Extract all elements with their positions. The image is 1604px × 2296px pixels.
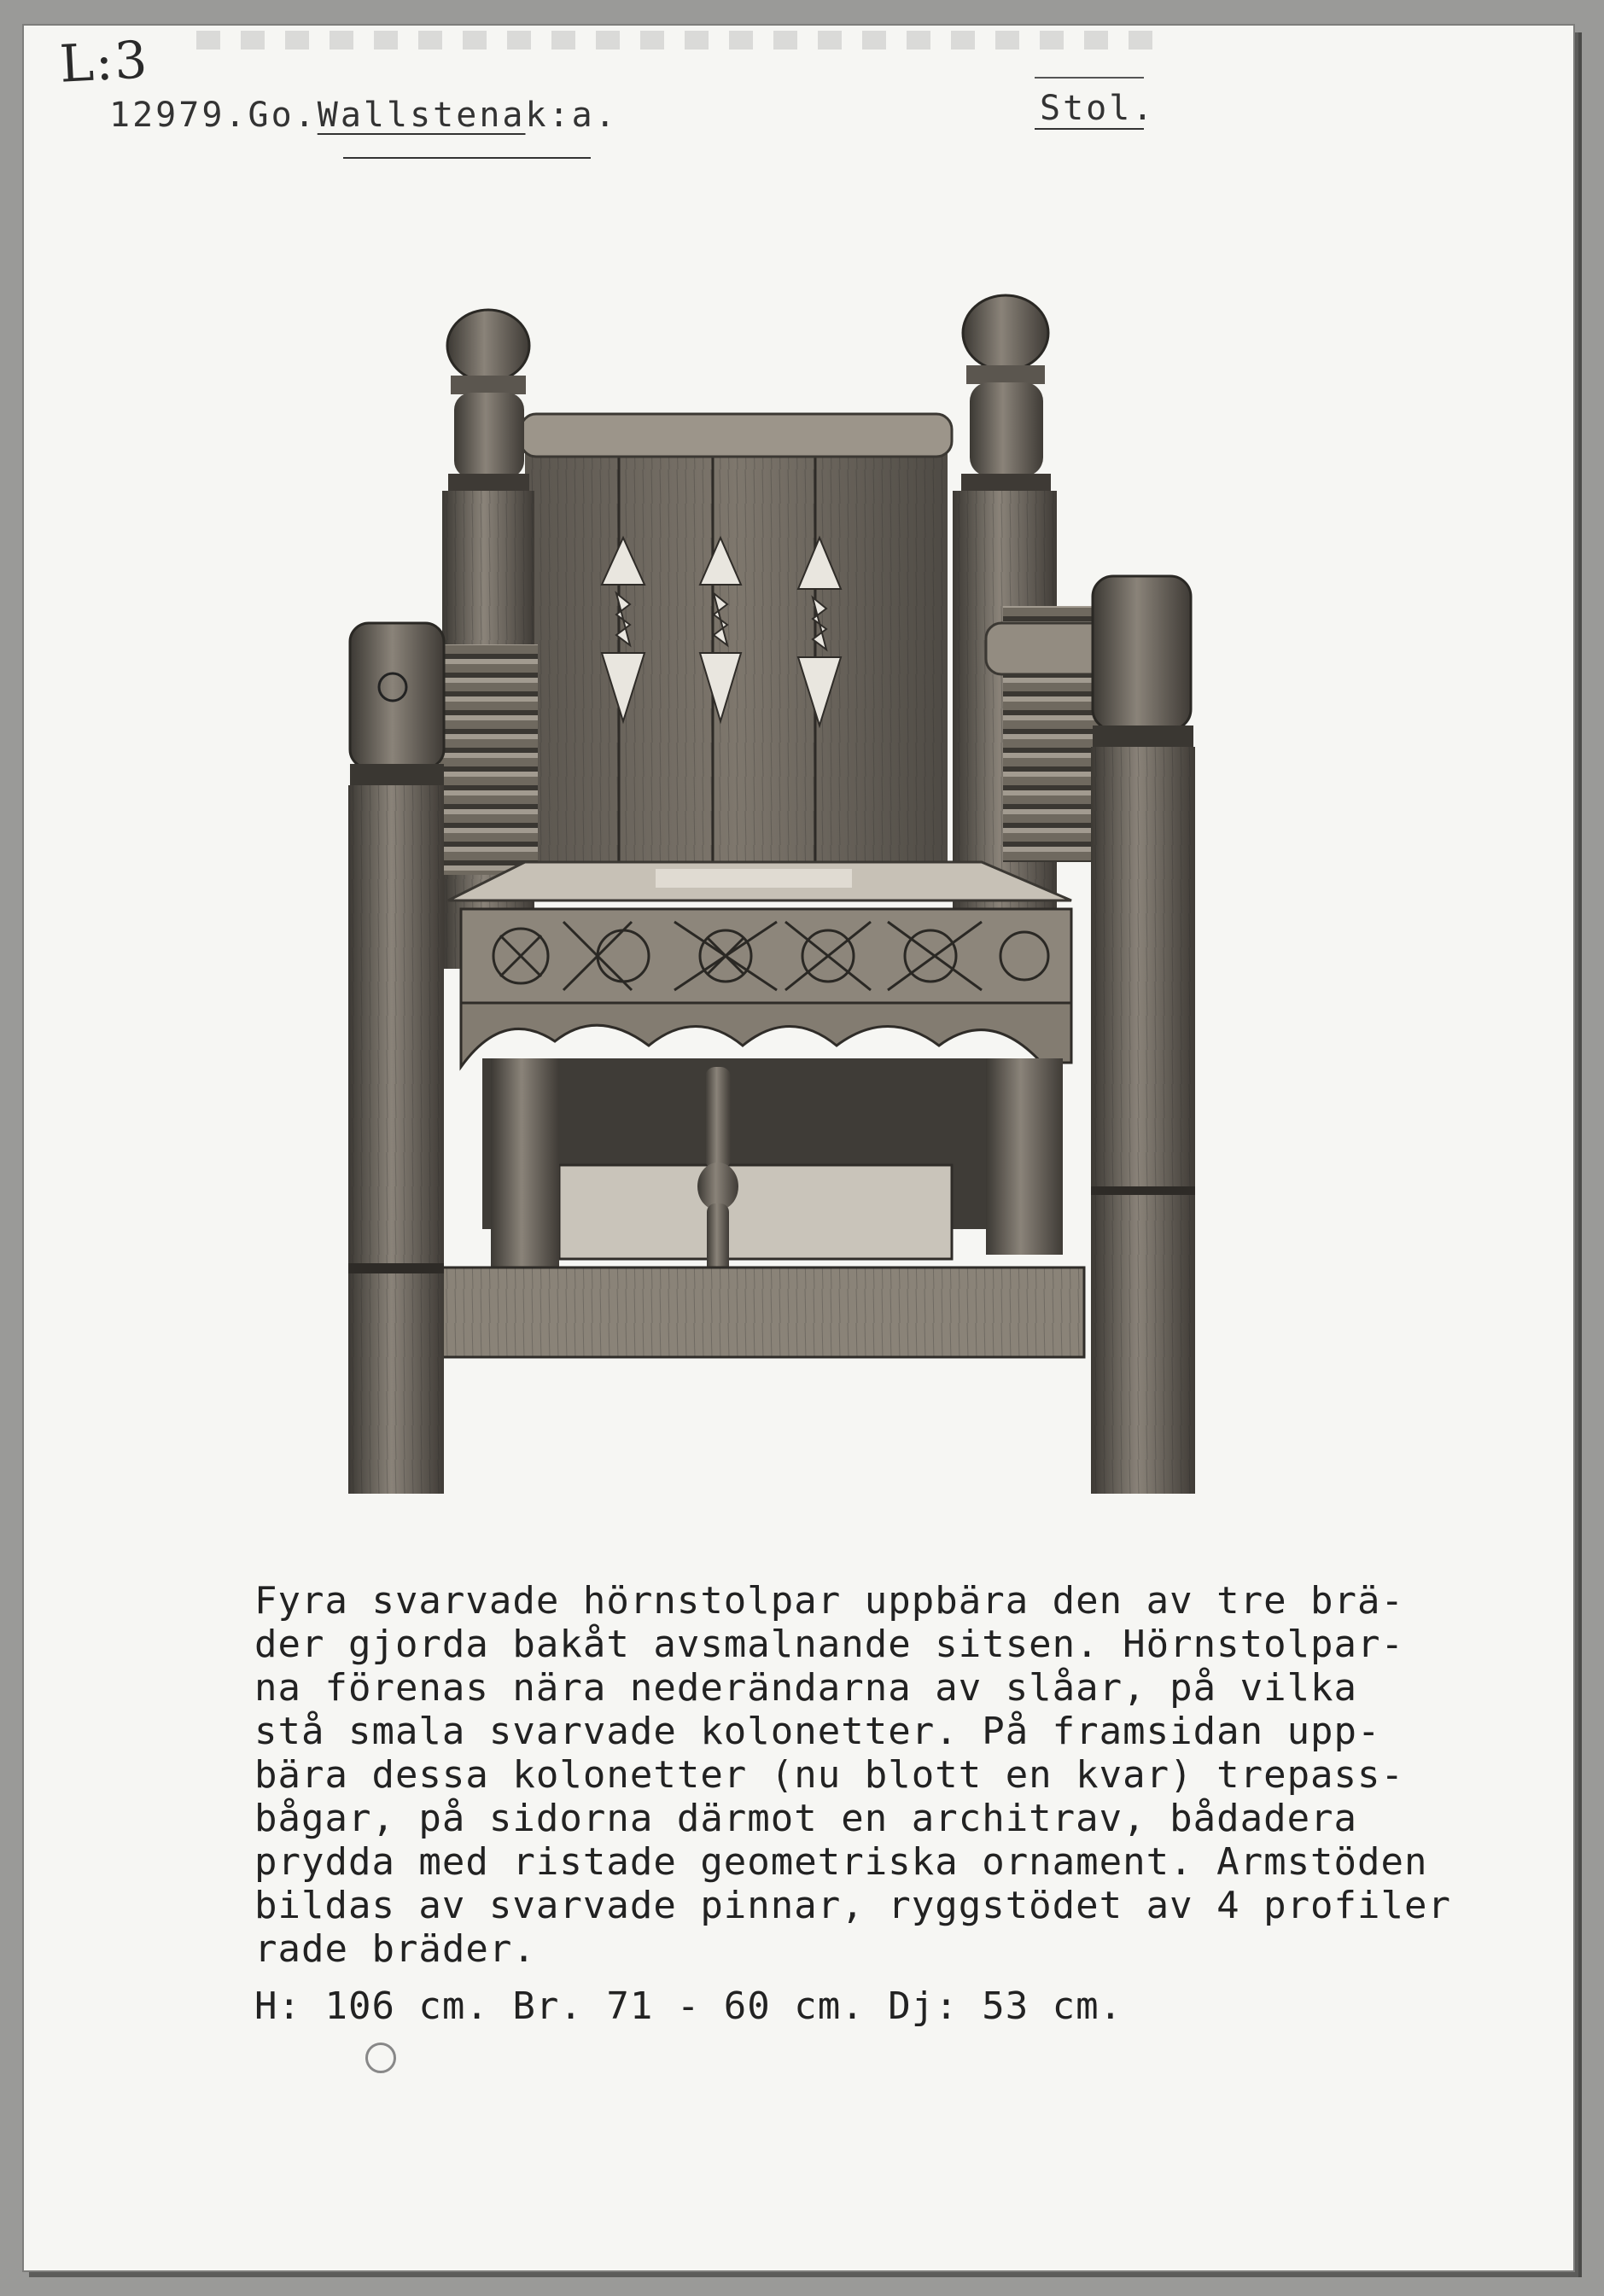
ink-stamp-mark bbox=[365, 2043, 396, 2073]
chair-seat bbox=[448, 862, 1071, 1067]
description-line: der gjorda bakåt avsmalnande sitsen. Hörnstolpar- bbox=[254, 1623, 1405, 1666]
handwritten-number: L:3 bbox=[58, 30, 150, 95]
region-code: Go. bbox=[248, 96, 318, 135]
description-line: rade bräder. bbox=[254, 1927, 536, 1971]
description-line: bildas av svarvade pinnar, ryggstödet av 4 profiler bbox=[254, 1884, 1452, 1927]
header-underline bbox=[343, 157, 591, 159]
chair-backrest bbox=[521, 414, 952, 883]
object-type-underline bbox=[1035, 128, 1144, 130]
description-line: bågar, på sidorna därmot en architrav, bådadera bbox=[254, 1797, 1358, 1840]
catalog-number: 12979. bbox=[109, 96, 248, 135]
chair-photo bbox=[307, 265, 1272, 1494]
description-line: bära dessa kolonetter (nu blott en kvar) trepass- bbox=[254, 1753, 1405, 1797]
parish-suffix: k:a. bbox=[525, 96, 618, 135]
faint-offset-text bbox=[196, 31, 1169, 50]
object-type-overline bbox=[1035, 77, 1144, 79]
description-line: Fyra svarvade hörnstolpar uppbära den av tre brä- bbox=[254, 1579, 1405, 1623]
chair-front-left-post bbox=[348, 623, 444, 1494]
object-description bbox=[254, 1579, 1586, 1971]
parish-name: Wallstena bbox=[317, 96, 526, 135]
object-dimensions: H: 106 cm. Br. 71 - 60 cm. Dj: 53 cm. bbox=[254, 1984, 1123, 2028]
chair-front-right-post bbox=[1091, 576, 1195, 1494]
card-header bbox=[109, 96, 618, 135]
chair-illustration bbox=[307, 265, 1272, 1494]
chair-left-armrest bbox=[440, 644, 538, 875]
description-line: prydda med ristade geometriska ornament. Armstöden bbox=[254, 1840, 1428, 1884]
description-line: stå smala svarvade kolonetter. På framsidan upp- bbox=[254, 1710, 1381, 1753]
object-type: Stol. bbox=[1040, 89, 1156, 128]
description-line: na förenas nära nederändarna av slåar, på vilka bbox=[254, 1666, 1358, 1710]
